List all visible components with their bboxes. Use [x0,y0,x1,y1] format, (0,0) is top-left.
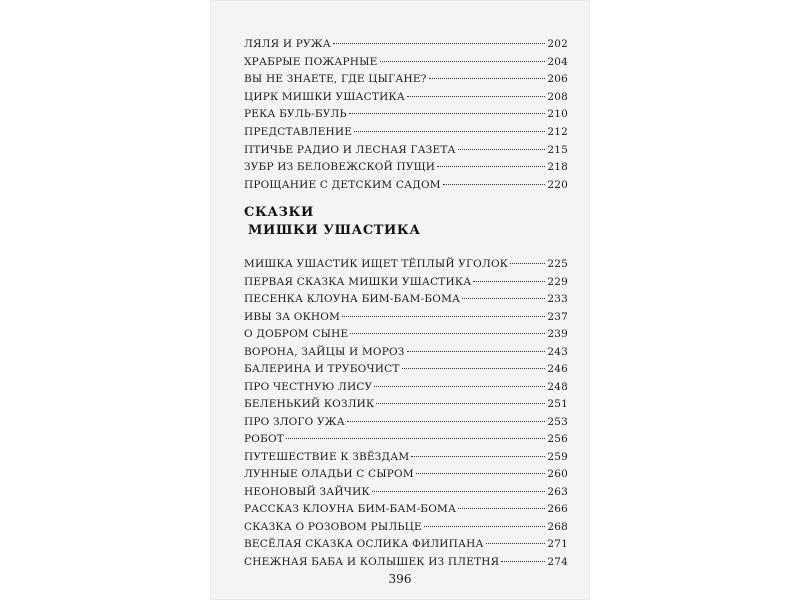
toc-entry [244,466,568,484]
dot-leader [437,166,545,167]
toc-entry [244,36,568,54]
toc-entry [244,142,568,160]
toc-list-bottom [244,256,568,571]
dot-leader [424,526,545,527]
book-page [210,0,590,600]
toc-entry-title: РОБОТ [244,433,285,445]
toc-entry-title: ИВЫ ЗА ОКНОМ [244,310,341,323]
toc-entry-title: О ДОБРОМ СЫНЕ [244,328,349,340]
toc-entry [244,536,568,554]
dot-leader [443,184,546,185]
toc-entry-title: ЦИРК МИШКИ УШАСТИКА [244,90,405,103]
dot-leader [402,368,546,369]
toc-entry [244,396,568,414]
toc-entry-page: 263 [547,485,568,498]
toc-entry-page: 266 [547,503,568,515]
toc-entry-title: ПРОЩАНИЕ С ДЕТСКИМ САДОМ [244,178,441,191]
dot-leader [374,386,545,387]
toc-entry-page: 239 [547,328,568,340]
toc-entry [244,431,568,449]
dot-leader [349,113,546,114]
toc-entry-title: ВЫ НЕ ЗНАЕТЕ, ГДЕ ЦЫГАНЕ? [244,73,427,86]
toc-entry [244,484,568,502]
toc-entry-title: ПЕСЕНКА КЛОУНА БИМ-БАМ-БОМА [244,293,461,305]
dot-leader [347,421,545,422]
toc-entry [244,309,568,327]
toc-entry [244,291,568,309]
toc-entry-title: ПРЕДСТАВЛЕНИЕ [244,125,353,138]
toc-entry-page: 243 [547,345,568,358]
dot-leader [380,61,546,62]
toc-entry [244,501,568,519]
toc-entry-page: 218 [547,161,568,174]
toc-entry [244,519,568,537]
section-heading [244,204,421,240]
toc-entry [244,177,568,195]
toc-entry [244,414,568,432]
toc-entry-page: 220 [547,178,568,191]
toc-entry-page: 256 [547,433,568,445]
toc-entry-page: 210 [547,108,568,121]
toc-entry [244,379,568,397]
dot-leader [372,491,546,492]
toc-entry-title: ПТИЧЬЕ РАДИО И ЛЕСНАЯ ГАЗЕТА [244,143,456,156]
toc-entry-page: 202 [547,38,568,50]
dot-leader [407,351,546,352]
toc-entry-title: ПУТЕШЕСТВИЕ К ЗВЁЗДАМ [244,450,410,463]
toc-entry-title: ХРАБРЫЕ ПОЖАРНЫЕ [244,55,378,68]
toc-entry-title: РЕКА БУЛЬ-БУЛЬ [244,108,347,121]
toc-entry-page: 268 [547,520,568,533]
dot-leader [411,456,545,457]
toc-entry-title: ВЕСЁЛАЯ СКАЗКА ОСЛИКА ФИЛИПАНА [244,538,484,550]
dot-leader [350,333,545,334]
toc-entry-page: 206 [547,73,568,86]
toc-entry-page: 260 [547,468,568,480]
toc-entry-title: СНЕЖНАЯ БАБА И КОЛЫШЕК ИЗ ПЛЕТНЯ [244,555,500,568]
toc-entry-page: 271 [547,538,568,550]
toc-entry-page: 225 [547,258,568,270]
toc-entry-page: 274 [547,555,568,568]
toc-entry [244,344,568,362]
section-heading-line-1: СКАЗКИ [244,205,314,220]
toc-entry [244,256,568,274]
toc-entry-page: 215 [547,143,568,156]
toc-entry-title: ПЕРВАЯ СКАЗКА МИШКИ УШАСТИКА [244,275,472,288]
dot-leader [486,543,546,544]
toc-entry-title: ЗУБР ИЗ БЕЛОВЕЖСКОЙ ПУЩИ [244,161,436,174]
dot-leader [407,96,545,97]
toc-entry [244,159,568,177]
toc-entry [244,54,568,72]
dot-leader [473,281,545,282]
toc-entry-title: СКАЗКА О РОЗОВОМ РЫЛЬЦЕ [244,520,422,533]
toc-entry-page: 248 [547,380,568,393]
toc-entry [244,361,568,379]
toc-entry-title: РАССКАЗ КЛОУНА БИМ-БАМ-БОМА [244,503,457,515]
toc-entry-title: БЕЛЕНЬКИЙ КОЗЛИК [244,398,375,410]
dot-leader [462,298,545,299]
toc-entry-title: БАЛЕРИНА И ТРУБОЧИСТ [244,363,400,375]
toc-entry-title: ПРО ЗЛОГО УЖА [244,415,345,428]
dot-leader [501,561,545,562]
toc-entry-page: 208 [547,90,568,103]
toc-entry-page: 237 [547,310,568,323]
toc-entry-title: ПРО ЧЕСТНУЮ ЛИСУ [244,380,373,393]
toc-entry-title: ЛЯЛЯ И РУЖА [244,38,331,50]
toc-entry [244,71,568,89]
dot-leader [354,131,545,132]
toc-entry-page: 204 [547,55,568,68]
toc-entry [244,106,568,124]
page-number: 396 [388,572,412,586]
dot-leader [376,403,545,404]
section-heading-line-2: МИШКИ УШАСТИКА [248,223,421,238]
toc-entry-title: ВОРОНА, ЗАЙЦЫ И МОРОЗ [244,345,405,358]
toc-entry-title: НЕОНОВЫЙ ЗАЙЧИК [244,485,370,498]
dot-leader [429,78,546,79]
toc-entry [244,326,568,344]
dot-leader [510,263,545,264]
toc-entry-page: 259 [547,450,568,463]
dot-leader [458,508,545,509]
dot-leader [458,149,546,150]
dot-leader [333,43,545,44]
toc-entry-page: 246 [547,363,568,375]
toc-entry-page: 233 [547,293,568,305]
toc-entry [244,124,568,142]
toc-list-top [244,36,568,194]
toc-entry-title: МИШКА УШАСТИК ИЩЕТ ТЁПЛЫЙ УГОЛОК [244,258,509,270]
dot-leader [416,473,546,474]
dot-leader [342,316,545,317]
toc-entry-page: 253 [547,415,568,428]
dot-leader [286,438,545,439]
toc-entry [244,89,568,107]
toc-entry-page: 251 [547,398,568,410]
toc-entry-page: 212 [547,125,568,138]
toc-entry-title: ЛУННЫЕ ОЛАДЬИ С СЫРОМ [244,468,414,480]
toc-entry [244,554,568,572]
toc-entry-page: 229 [547,275,568,288]
toc-entry [244,274,568,292]
toc-entry [244,449,568,467]
